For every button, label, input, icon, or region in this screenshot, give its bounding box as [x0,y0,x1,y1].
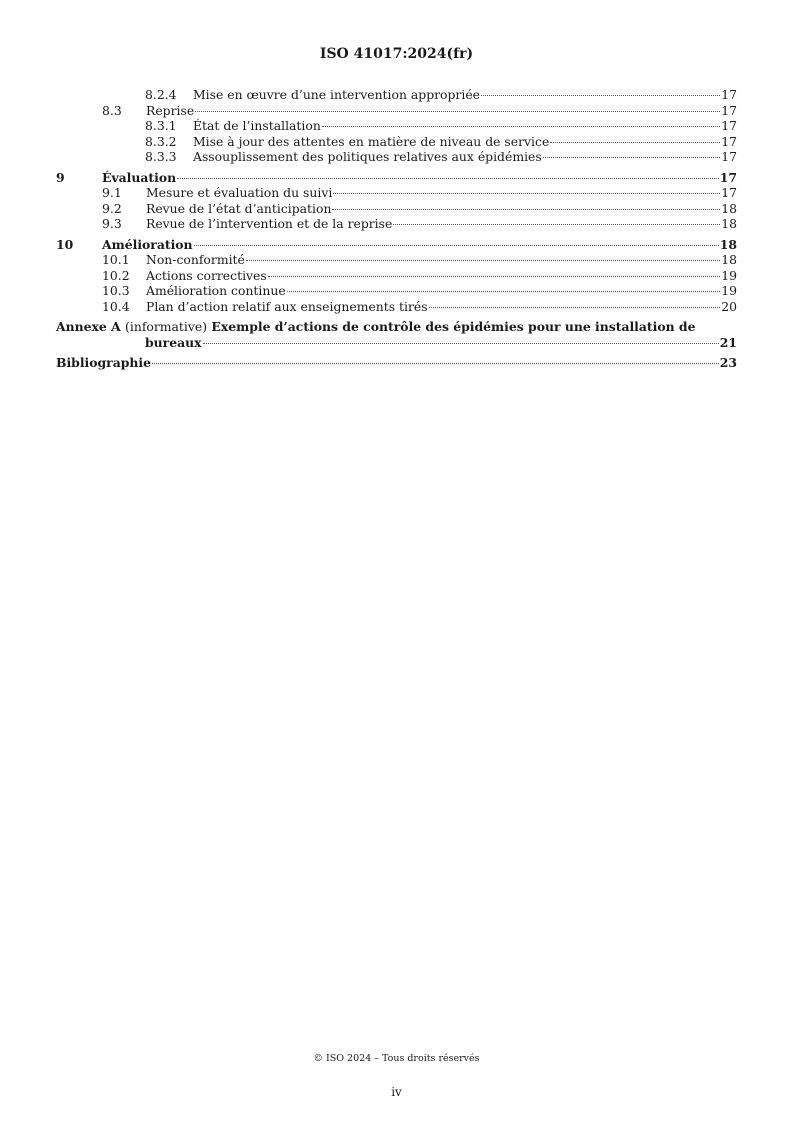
bibliography-page: 23 [719,355,737,370]
dot-leader [195,111,720,112]
toc-entry-9-3[interactable] [56,216,737,232]
dot-leader [332,209,720,210]
toc-entry-number: 8.3.3 [145,149,177,164]
page-number: iv [391,1085,402,1099]
toc-bibliography[interactable] [56,355,737,371]
toc-entry-title: Mise à jour des attentes en matière de niveau de service [193,133,550,149]
toc-entry-title: Plan d’action relatif aux enseignements tirés [146,298,428,314]
toc-section-10[interactable] [56,237,737,253]
dot-leader [194,245,719,246]
dot-leader [177,178,719,179]
toc-entry-page: 20 [721,298,737,314]
toc-entry-title: Reprise [146,102,195,118]
toc-entry-number: 10.3 [102,283,130,298]
annex-title-line1: Exemple d’actions de contrôle des épidémies pour une installation de [211,319,696,334]
dot-leader [268,276,721,277]
toc-entry-page: 18 [721,200,737,216]
toc-entry-8-3-1[interactable] [56,118,737,134]
toc-annex-a[interactable] [56,319,737,350]
toc-section-number: 9 [56,169,65,185]
toc-entry-title: Mesure et évaluation du suivi [146,185,333,200]
toc-entry-page: 17 [721,102,737,118]
toc-entry-title: Non-conformité [146,252,245,267]
toc-section-page: 18 [719,236,737,252]
toc-entry-8-3-2[interactable] [56,134,737,150]
toc-entry-10-4[interactable] [56,299,737,315]
annex-heading-continuation [56,335,737,351]
toc-entry-number: 8.2.4 [145,87,177,102]
toc-entry-number: 10.2 [102,267,130,283]
toc-entry-page: 19 [721,267,737,283]
toc-section-page: 17 [719,169,737,185]
annex-type: (informative) [125,319,208,334]
toc-entry-title: Revue de l’intervention et de la reprise [146,216,393,231]
dot-leader [543,157,720,158]
toc-entry-page: 19 [721,283,737,298]
dot-leader [333,193,720,194]
toc-entry-10-1[interactable] [56,252,737,268]
toc-section-title: Évaluation [102,169,177,185]
annex-label: Annexe A [56,319,121,334]
toc-entry-page: 17 [721,185,737,200]
dot-leader [246,260,720,261]
toc-entry-title: Revue de l’état d’anticipation [146,200,332,216]
dot-leader [322,126,720,127]
table-of-contents [56,87,737,371]
toc-entry-number: 8.3 [102,102,122,118]
toc-entry-8-2-4[interactable] [56,87,737,103]
dot-leader [152,363,719,364]
toc-entry-title: État de l’installation [193,118,321,133]
dot-leader [287,291,721,292]
document-header: ISO 41017:2024(fr) [319,46,474,62]
toc-entry-9-1[interactable] [56,185,737,201]
toc-entry-page: 18 [721,252,737,267]
toc-section-9[interactable] [56,170,737,186]
toc-entry-9-2[interactable] [56,201,737,217]
toc-entry-page: 17 [721,133,737,149]
toc-entry-number: 9.2 [102,200,122,216]
dot-leader [550,142,720,143]
toc-entry-page: 17 [721,118,737,133]
toc-entry-8-3-3[interactable] [56,149,737,165]
bibliography-title: Bibliographie [56,355,152,370]
annex-title-line2: bureaux [145,334,202,350]
toc-entry-page: 17 [721,87,737,102]
toc-entry-title: Assouplissement des politiques relatives aux épidémies [193,149,542,164]
toc-entry-number: 10.1 [102,252,130,267]
dot-leader [429,307,721,308]
toc-entry-page: 18 [721,216,737,231]
toc-entry-number: 9.1 [102,185,122,200]
toc-entry-page: 17 [721,149,737,164]
toc-entry-8-3[interactable] [56,103,737,119]
toc-entry-number: 9.3 [102,216,122,231]
dot-leader [203,343,719,344]
toc-entry-title: Amélioration continue [146,283,286,298]
copyright-footer: © ISO 2024 – Tous droits réservés [313,1053,480,1064]
toc-section-number: 10 [56,236,74,252]
dot-leader [393,224,720,225]
toc-entry-number: 8.3.1 [145,118,177,133]
toc-entry-title: Mise en œuvre d’une intervention appropriée [193,87,480,102]
annex-page: 21 [719,334,737,350]
annex-heading-line [56,319,737,335]
toc-entry-10-3[interactable] [56,283,737,299]
toc-entry-title: Actions correctives [146,267,267,283]
dot-leader [481,95,720,96]
toc-entry-number: 10.4 [102,298,130,314]
toc-entry-10-2[interactable] [56,268,737,284]
toc-entry-number: 8.3.2 [145,133,177,149]
toc-section-title: Amélioration [102,236,193,252]
